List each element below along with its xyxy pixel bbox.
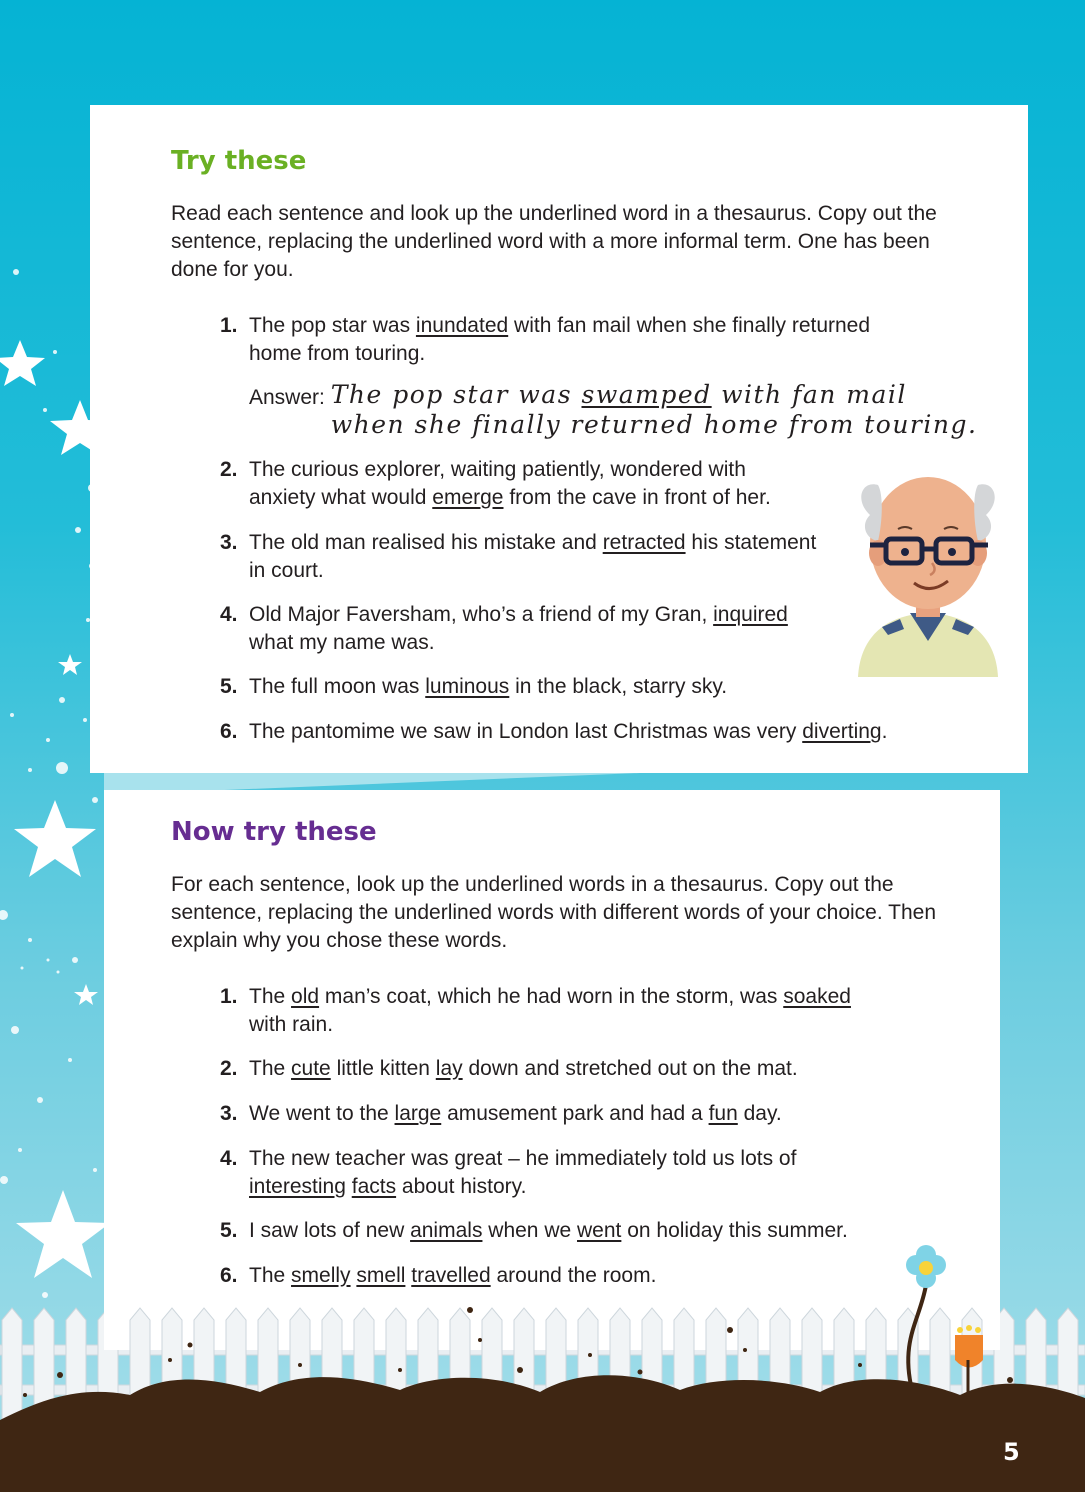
list-item: 6. The pantomime we saw in London last Christmas was very diverting.: [220, 720, 888, 743]
list-item: 3. We went to the large amusement park and had a fun day.: [220, 1102, 782, 1125]
list-item: 2. The cute little kitten lay down and stretched out on the mat.: [220, 1057, 798, 1080]
section-instructions: For each sentence, look up the underlined words in a thesaurus. Copy out the sentence, replacing the underlined words with different words of your choice. Then explain why you chose these words.: [171, 873, 937, 952]
list-item: 5. I saw lots of new animals when we went on holiday this summer.: [220, 1219, 848, 1242]
handwritten-answer: The pop star was swamped with fan mail when she finally returned home from touring.: [330, 380, 978, 439]
list-item: 1. The old man’s coat, which he had worn in the storm, was soaked with rain.: [220, 985, 851, 1036]
list-item: 5. The full moon was luminous in the black, starry sky.: [220, 675, 728, 698]
section-heading-try-these: Try these: [171, 146, 307, 176]
page-number: 5: [1003, 1438, 1020, 1466]
worked-answer: [249, 380, 1009, 440]
list-item: 3. The old man realised his mistake and retracted his statement in court.: [220, 531, 817, 582]
list-item: 4. Old Major Faversham, who’s a friend of my Gran, inquired what my name was.: [220, 603, 788, 654]
list-item: 1. The pop star was inundated with fan mail when she finally returned home from touring.: [220, 314, 871, 365]
section-heading-now-try-these: Now try these: [171, 817, 377, 847]
section-instructions: Read each sentence and look up the underlined word in a thesaurus. Copy out the sentence, replacing the underlined word with a more informal term. One has been done for you.: [171, 202, 937, 281]
old-man-illustration: [852, 455, 1004, 683]
list-item: 4. The new teacher was great – he immediately told us lots of interesting facts about history.: [220, 1147, 797, 1198]
list-item: 6. The smelly smell travelled around the room.: [220, 1264, 657, 1287]
answer-label: Answer:: [249, 386, 325, 409]
list-item: 2. The curious explorer, waiting patiently, wondered with anxiety what would emerge from the cave in front of her.: [220, 458, 771, 509]
